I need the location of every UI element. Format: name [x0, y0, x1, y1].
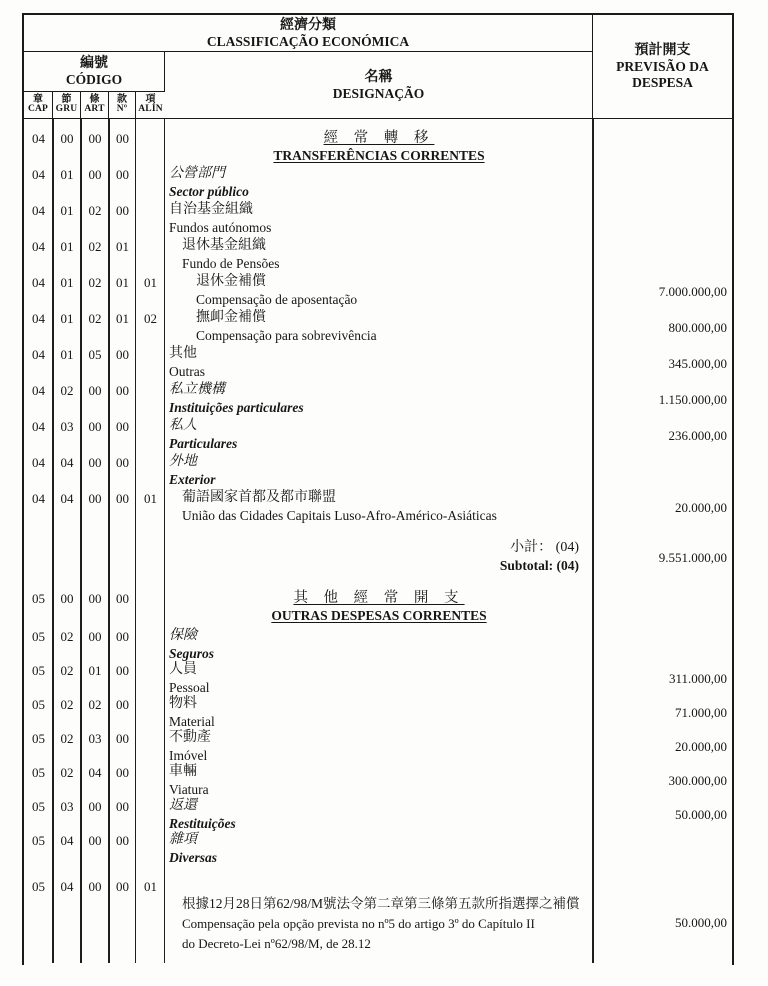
code-cell: 00 — [88, 491, 102, 506]
code-cell: 00 — [88, 799, 102, 814]
code-cell: 01 — [60, 203, 74, 218]
code-header-pt: CÓDIGO — [65, 72, 123, 87]
expense-forecast-header — [593, 15, 732, 119]
designation — [196, 309, 616, 344]
designation — [169, 797, 589, 832]
designation — [169, 345, 589, 380]
designation-zh: 根據12月28日第62/98/M號法令第二章第三條第五款所指選擇之補償 — [182, 896, 580, 911]
code-cell: 04 — [60, 879, 74, 894]
designation — [169, 695, 589, 730]
amount: 71.000,00 — [675, 705, 727, 720]
column-header-art — [81, 92, 109, 119]
designation — [196, 273, 616, 308]
budget-table — [22, 13, 734, 965]
designation — [169, 729, 589, 764]
code-cell: 01 — [144, 275, 157, 290]
designation-zh: 小計： (04) — [510, 540, 579, 555]
designation-zh: 人員 — [169, 662, 197, 677]
table-body — [24, 119, 732, 963]
code-cell: 04 — [32, 455, 45, 470]
code-cell: 05 — [32, 629, 45, 644]
code-cell: 00 — [116, 697, 129, 712]
column-header-gru — [53, 92, 81, 119]
code-cell: 00 — [88, 879, 102, 894]
designation — [169, 381, 589, 416]
table-row — [24, 417, 732, 453]
code-cell: 04 — [60, 491, 74, 506]
code-cell: 02 — [60, 629, 74, 644]
economic-classification-zh: 經濟分類 — [280, 17, 336, 33]
designation-header-pt: DESIGNAÇÃO — [332, 85, 425, 101]
code-cell: 03 — [88, 731, 102, 746]
code-cell: 00 — [116, 629, 129, 644]
code-cell: 05 — [32, 591, 45, 606]
designation-zh: 其 他 經 常 開 支 — [293, 590, 465, 606]
table-row — [24, 129, 732, 165]
table-row — [24, 237, 732, 273]
designation-pt: União das Cidades Capitais Luso-Afro-Américo-Asiáticas — [182, 508, 497, 523]
code-cell: 05 — [32, 833, 45, 848]
column-header-alin — [136, 92, 165, 119]
designation-pt: Compensação para sobrevivência — [196, 328, 377, 343]
table-row — [24, 763, 732, 797]
designation-pt: Subtotal: (04) — [499, 558, 579, 573]
column-header-n-zh: 款 — [117, 93, 127, 105]
code-cell: 05 — [32, 879, 45, 894]
designation-pt: OUTRAS DESPESAS CORRENTES — [271, 608, 487, 623]
table-row — [24, 627, 732, 661]
table-row — [24, 345, 732, 381]
designation-pt: Particulares — [169, 436, 238, 451]
designation-zh: 葡語國家首都及都市聯盟 — [182, 490, 336, 505]
code-cell: 00 — [116, 203, 129, 218]
code-group-header — [24, 52, 165, 92]
code-cell: 02 — [60, 663, 74, 678]
amount: 50.000,00 — [675, 807, 727, 822]
table-row — [24, 381, 732, 417]
code-cell: 04 — [60, 833, 74, 848]
designation-pt: Compensação pela opção prevista no nº5 do artigo 3º do Capítulo II — [182, 916, 535, 931]
designation-pt: TRANSFERÊNCIAS CORRENTES — [273, 148, 485, 163]
designation — [165, 589, 593, 624]
designation-zh: 撫卹金補償 — [196, 310, 266, 325]
designation-zh: 經 常 轉 移 — [323, 130, 435, 146]
column-header-n — [109, 92, 136, 119]
designation-zh: 公營部門 — [169, 166, 225, 181]
table-row — [24, 877, 732, 951]
code-cell: 00 — [116, 663, 129, 678]
designation — [169, 763, 589, 798]
table-row — [24, 489, 732, 525]
code-cell: 04 — [32, 131, 45, 146]
code-cell: 05 — [32, 663, 45, 678]
code-cell: 00 — [116, 879, 129, 894]
designation-zh: 退休基金組織 — [182, 238, 266, 253]
designation-pt: Diversas — [169, 850, 217, 865]
code-cell: 01 — [116, 311, 129, 326]
column-header-alin-zh: 項 — [145, 93, 156, 105]
designation — [169, 661, 589, 696]
designation-zh: 自治基金組織 — [169, 202, 253, 217]
designation-pt: Pessoal — [169, 680, 210, 695]
designation-zh: 私立機構 — [169, 382, 225, 397]
code-cell: 00 — [116, 833, 129, 848]
code-cell: 00 — [88, 131, 102, 146]
column-header-cap-pt: CAP — [27, 104, 49, 115]
column-header-art-pt: ART — [84, 104, 105, 115]
code-cell: 00 — [60, 131, 74, 146]
designation — [169, 627, 589, 662]
designation-pt: Sector público — [169, 184, 249, 199]
table-row — [24, 589, 732, 627]
code-cell: 03 — [60, 799, 74, 814]
code-cell: 05 — [88, 347, 102, 362]
table-row — [24, 165, 732, 201]
code-cell: 04 — [60, 455, 74, 470]
code-cell: 01 — [116, 239, 129, 254]
designation-header-zh: 名稱 — [364, 69, 393, 85]
code-cell: 05 — [32, 765, 45, 780]
designation — [169, 453, 589, 488]
designation-zh: 外地 — [169, 454, 197, 469]
designation-zh: 保險 — [169, 628, 197, 643]
code-cell: 00 — [116, 131, 129, 146]
code-cell: 02 — [88, 275, 102, 290]
code-cell: 04 — [32, 203, 45, 218]
code-cell: 00 — [116, 167, 129, 182]
code-cell: 01 — [60, 311, 74, 326]
designation — [165, 129, 593, 164]
amount: 20.000,00 — [675, 500, 727, 515]
designation-zh: 返還 — [169, 798, 197, 813]
designation-pt: Fundos autónomos — [169, 220, 272, 235]
table-row — [24, 729, 732, 763]
designation-zh: 雜項 — [169, 832, 197, 847]
code-cell: 01 — [116, 275, 129, 290]
amount: 1.150.000,00 — [658, 392, 727, 407]
code-cell: 04 — [32, 275, 45, 290]
designation-pt: Viatura — [169, 782, 209, 797]
code-cell: 00 — [116, 419, 129, 434]
designation — [169, 417, 589, 452]
amount: 20.000,00 — [675, 739, 727, 754]
designation-pt: Restituições — [169, 816, 236, 831]
code-cell: 00 — [116, 765, 129, 780]
code-cell: 00 — [116, 491, 129, 506]
code-cell: 05 — [32, 731, 45, 746]
designation-zh: 車輛 — [169, 764, 197, 779]
code-cell: 04 — [32, 419, 45, 434]
designation — [169, 165, 589, 200]
designation-pt: Seguros — [169, 646, 215, 661]
economic-classification-header — [24, 15, 593, 52]
code-cell: 01 — [60, 239, 74, 254]
code-cell: 02 — [60, 765, 74, 780]
amount: 300.000,00 — [668, 773, 727, 788]
designation-zh: 物料 — [169, 696, 197, 711]
code-cell: 00 — [116, 591, 129, 606]
code-cell: 02 — [88, 203, 102, 218]
code-cell: 02 — [60, 383, 74, 398]
code-cell: 05 — [32, 697, 45, 712]
amount: 7.000.000,00 — [658, 284, 727, 299]
amount: 236.000,00 — [668, 428, 727, 443]
column-header-cap-zh: 章 — [33, 93, 43, 105]
code-cell: 04 — [32, 491, 45, 506]
amount: 50.000,00 — [675, 915, 727, 930]
table-row — [24, 695, 732, 729]
column-header-alin-pt: ALÍN — [138, 104, 163, 115]
code-cell: 01 — [60, 347, 74, 362]
designation — [182, 237, 602, 272]
designation — [165, 539, 579, 574]
amount: 311.000,00 — [668, 671, 727, 686]
code-cell: 01 — [144, 879, 157, 894]
code-cell: 02 — [144, 311, 157, 326]
designation-pt: Material — [169, 714, 215, 729]
code-cell: 04 — [88, 765, 102, 780]
expense-forecast-zh: 預計開支 — [634, 43, 691, 58]
table-row — [24, 453, 732, 489]
code-cell: 00 — [88, 167, 102, 182]
designation — [169, 831, 589, 866]
economic-classification-pt: CLASSIFICAÇÃO ECONÓMICA — [206, 33, 410, 49]
designation-pt: Fundo de Pensões — [182, 256, 280, 271]
column-header-cap — [24, 92, 53, 119]
code-cell: 02 — [88, 697, 102, 712]
amount: 9.551.000,00 — [658, 550, 727, 565]
code-cell: 03 — [60, 419, 74, 434]
table-row — [24, 309, 732, 345]
code-cell: 02 — [60, 697, 74, 712]
designation-pt: Compensação de aposentação — [196, 292, 358, 307]
table-row — [24, 661, 732, 695]
table-row — [24, 797, 732, 831]
code-cell: 00 — [116, 799, 129, 814]
code-cell: 04 — [32, 239, 45, 254]
code-cell: 00 — [88, 455, 102, 470]
column-header-gru-zh: 節 — [61, 93, 72, 105]
code-cell: 02 — [60, 731, 74, 746]
amount: 800.000,00 — [668, 320, 727, 335]
code-cell: 00 — [116, 731, 129, 746]
code-cell: 00 — [116, 383, 129, 398]
designation-zh: 其他 — [169, 346, 197, 361]
designation-pt: Imóvel — [169, 748, 208, 763]
code-cell: 00 — [88, 591, 102, 606]
code-cell: 01 — [60, 275, 74, 290]
column-header-n-pt: Nº — [116, 104, 128, 115]
code-cell: 00 — [88, 833, 102, 848]
code-cell: 02 — [88, 239, 102, 254]
code-cell: 00 — [116, 347, 129, 362]
code-cell: 00 — [88, 419, 102, 434]
designation — [182, 894, 586, 954]
designation-zh: 不動產 — [169, 730, 211, 745]
designation — [182, 489, 602, 524]
table-row — [24, 201, 732, 237]
designation-zh: 私人 — [169, 418, 197, 433]
designation-header — [165, 52, 593, 119]
code-cell: 04 — [32, 383, 45, 398]
table-row — [24, 539, 732, 575]
code-cell: 05 — [32, 799, 45, 814]
column-header-art-zh: 條 — [89, 93, 100, 105]
code-cell: 04 — [32, 167, 45, 182]
code-cell: 00 — [60, 591, 74, 606]
designation-pt-line2: do Decreto-Lei nº62/98/M, de 28.12 — [182, 936, 371, 951]
designation-pt: Outras — [169, 364, 205, 379]
expense-forecast-pt-line2: DESPESA — [632, 75, 693, 90]
code-cell: 01 — [88, 663, 102, 678]
designation-pt: Instituições particulares — [169, 400, 304, 415]
column-header-gru-pt: GRU — [55, 104, 78, 115]
code-cell: 01 — [60, 167, 74, 182]
code-cell: 00 — [116, 455, 129, 470]
code-cell: 04 — [32, 347, 45, 362]
code-cell: 00 — [88, 629, 102, 644]
table-row — [24, 831, 732, 865]
code-cell: 04 — [32, 311, 45, 326]
code-cell: 02 — [88, 311, 102, 326]
code-cell: 00 — [88, 383, 102, 398]
table-row — [24, 273, 732, 309]
designation — [169, 201, 589, 236]
amount: 345.000,00 — [668, 356, 727, 371]
designation-zh: 退休金補償 — [196, 274, 266, 289]
expense-forecast-pt-line1: PREVISÃO DA — [616, 59, 709, 74]
code-header-zh: 編號 — [80, 56, 108, 71]
designation-pt: Exterior — [169, 472, 216, 487]
code-cell: 01 — [144, 491, 157, 506]
